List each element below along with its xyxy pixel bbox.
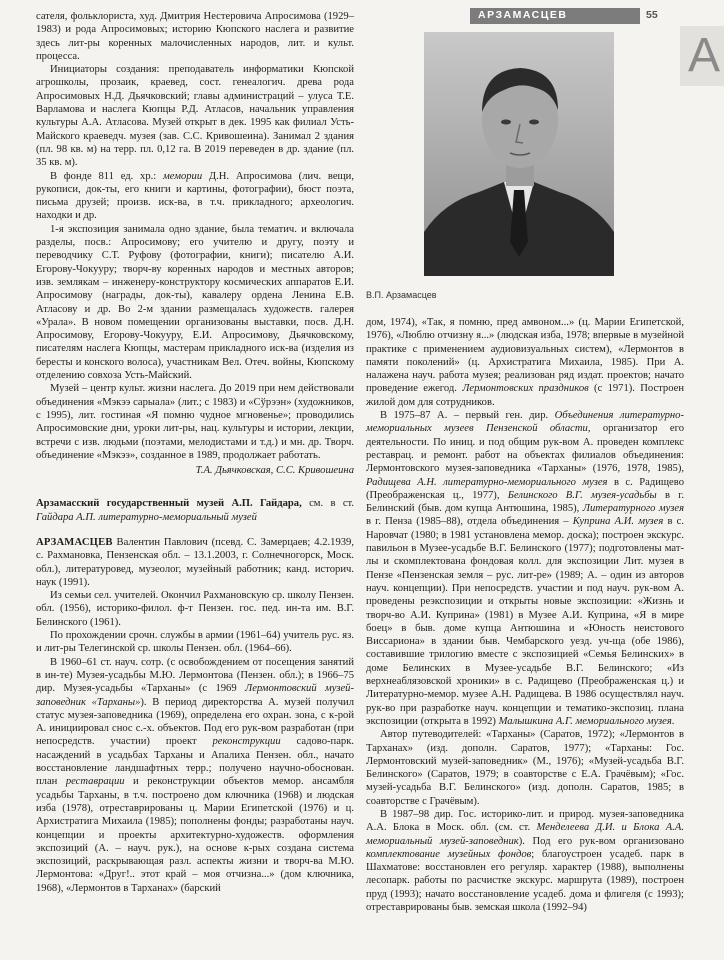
italic-term: мемории xyxy=(163,170,203,182)
paragraph: По прохождении срочн. службы в армии (1961–64) учитель рус. яз. и лит-ры Телегинской ср. школы Пензен. обл. (1964–66). xyxy=(36,630,354,655)
cross-reference-link[interactable]: Литературного музея xyxy=(582,503,684,515)
text: Валентин Павлович (псевд. С. Замерцаев; 4.2.1939, с. Рахмановка, Пензенская обл. – 13.1.2003, г. Солнечногорск, Моск. обл.), литературовед, музеолог, музейный работник; канд. историч. наук (1991). xyxy=(36,536,354,588)
text: В фонде 811 ед. хр.: xyxy=(50,170,163,182)
cross-reference-link[interactable]: Менделеева Д.И. и Блока А.А. мемориальный музей-заповедник xyxy=(366,822,684,847)
paragraph xyxy=(36,656,354,895)
section-letter-tab xyxy=(680,26,724,86)
paragraph: Музей – центр культ. жизни наслега. До 2019 при нем действовали объединения «Мэкээ сарыала» (лит.; с 1983) и «Сўрээн» (художников, с 1995), лит. гостиная «Я помню чудное мгновенье»; проводились Апросимовские дни, уроки лит-ры, нац. культуры и истории, лекции, встречи с изв. людьми (поэтами, мелодистами и т.д.) и мн. др. Творч. объединение «Мэкээ», созданное в 1989, продолжает работать. xyxy=(36,383,354,461)
spacer xyxy=(36,477,354,497)
italic-term: реконструкции xyxy=(212,736,281,748)
cross-reference-entry xyxy=(36,497,354,524)
paragraph: 1-я экспозиция занимала одно здание, была тематич. и включала разделы, посв.: Апросимову; его учителю и другу, поэту и переводчику С.Т. Руфову (фотографии, книги); писателю А.И. Егорову-Чокууру; творч-ву коренных народов и местных авторов; изв. землякам – инженеру-конструктору космических аппаратов Е.И. Апросимову (награды, док-ты), кавалеру ордена Ленина Е.В. Атласову и др. Во 2-м здании размещалась художеств. галерея «Уралa». В новом помещении организованы выставки, посв. Д.Н. Апросимову, Егорову-Чокууру, Е.И. Апросимову, Дьячковскому, писателям наслега Кюпцы, мастерам прикладного иск-ва (изделия из бересты и конского волоса), участникам Вел. Отеч. войны, Кюпскому отделению совхоза Усть-Майский. xyxy=(36,223,354,382)
text: . xyxy=(671,715,675,727)
spacer xyxy=(36,524,354,536)
paragraph: сателя, фольклориста, худ. Дмитрия Нестеровича Апросимова (1929–1983) и рода Апросимовых; историю Кюпского наслега и развитие здесь лит-ры коренных малочисленных народов, лит. и культ. процесса. xyxy=(36,11,354,62)
text: садово-парк. насаждений в усадьбах Тарханы и Апалиха Пензен. обл., начато восстановление ландшафтных терр.; получено научно-обоснован. план xyxy=(36,736,354,788)
cross-reference-link[interactable]: Белинского В.Г. музея-усадьбы xyxy=(507,489,657,501)
author-signature: Т.А. Дьячковская, С.С. Кривошеина xyxy=(195,465,354,477)
text: В 1960–61 ст. науч. сотр. (с освобождением от посещения занятий в ин-те) Музея-усадьбы М.Ю. Лермонтова (Пензен. обл.); в 1966–75 дир. Музея-усадьбы «Тарханы» (с 1969 xyxy=(36,656,354,695)
cross-reference-link[interactable]: Гайдара А.П. литературно-мемориальный музей xyxy=(36,511,257,523)
text: и реконструкции объектов мемор. ансамбля усадьбы Тарханы, в т.ч. построено дом ключника (1968) и людская изба (1978), отреставрированы ц. Марии Египетской (1976) и ц. Архистратига Михаила (1985); пополнены фонды; разработаны науч. концепции и проекты архитектурно-художеств. оформления экспозиций (А. – науч. рук.), на основе к-рых создана система экспозиций, раскрывающая разл. аспекты жизни и творч-ва М.Ю. Лермонтова: «Друг!.. этот край – моя отчизна...» (дом ключника, 1968), «Лермонтов в Тарханах» (барский xyxy=(36,776,354,894)
running-header xyxy=(470,8,690,24)
text: в с. Наровчат (1980; в 1981 установлена мемор. доска); построен экскурс. павильон в Музее-усадьбе В.Г. Белинского (1977); подготовлены мат-лы и скомплектована фондовая колл. для экспозиции Лит. музея в Пензе «Пензенская земля – рус. лит-ре» (1989; А. – один из авторов науч. концепции). При непосредств. участии и под науч. рук-вом А. проведены реэкспозиции и открыты новые экспозиции: «Жизнь и творч-во А.И. Куприна» (1981) в Музее А.И. Куприна, «Я в мире боец» в быв. доме купца Антюшина и «Юность неистового Виссариона» в здании быв. Чембарского уезд. уч-ща (обе 1986), составившие трилогию вместе с экспозицией «Семья Белинских» в доме Белинских в Музее-усадьбе В.Г. Белинского; «Из верхнеаблязовской хроники» в с. Радищево (Преображенская ц.) и Литературно-мемор. музее А.Н. Радищева. В 1986 осуществлял науч. рук-во при разработке науч. концепции и тематико-экспозиц. плана экспозиции (открыта в 1992) xyxy=(366,516,684,727)
paragraph: Инициаторы создания: преподаватель информатики Кюпской агрошколы, прозаик, краевед, сост. генеалогич. древа рода Апросимовых Н.Д. Дьячковский; главы администраций – улуса Т.Е. Варламова и наслега Кюпцы Р.Д. Атласов, начальник управления культуры А.А. Атласова. Музей открыт в дек. 1995 как филиал Усть-Майского краеведч. музея (зав. С.С. Кривошеина). Занимал 2 здания (пл. 98 кв. м) на терр. пл. 0,12 га. В 2019 переведен в др. здание (пл. 35 кв. м). xyxy=(36,64,354,169)
photo-caption: В.П. Арзамасцев xyxy=(366,290,437,300)
paragraph: Автор путеводителей: «Тарханы» (Саратов, 1972); «Лермонтов в Тарханах» (изд. дополн. Саратов, 1977); «Тарханы: Гос. Лермонтовский музей-заповедник» (М., 1976); «Музей-усадьба В.Г. Белинского» (Саратов, 1979; в соавторстве с Е.А. Грачёвым); «Гос. музей-усадьба В.Г. Белинского» (изд. дополн. Саратов, 1985; в соавторстве с Грачёвым). xyxy=(366,729,684,807)
section-letter: А xyxy=(688,29,721,82)
text: (с 1971). Построен жилой дом для сотрудников. xyxy=(366,383,684,408)
italic-term: Лермонтовский музей-заповедник «Тарханы» xyxy=(36,683,354,708)
cross-reference-link[interactable]: Куприна А.И. музея xyxy=(572,516,664,528)
text: дом, 1974), «Так, я помню, пред амвоном...» (ц. Марии Египетской, 1976), «Люблю отчизну я...» (людская изба, 1978; впервые в музейной практике с применением аудиовизуальных систем), «Лермонтов в памяти поколений» (ц. Архистратига Михаила, 1985). При А. налажена науч. работа музея; реализован ряд издат. проектов; начато проведение ежегод. xyxy=(366,317,684,395)
right-column xyxy=(366,316,684,914)
text: Д.Н. Апросимова (лич. вещи, рукописи, док-ты, его книги и картины, фотографии), бюст поэта, письма друзей; произв. иск-ва, в т.ч. прикладного; археологич. находки и др. xyxy=(36,170,354,222)
entry-heading: АРЗАМАСЦЕВ xyxy=(36,536,113,548)
text: ; благоустроен усадеб. парк в Шахматове: восстановлен его регуляр. характер (1988), выполнены лесопарк. работы по расчистке экскурс. маршрута (1989), построен пруд (1993); начато восстановление усадеб. дома и флигеля (с 1993); отреставрированы быв. земская школа (1992–94) xyxy=(366,848,684,914)
biography-entry-intro xyxy=(36,536,354,589)
text: в с. Радищево (Преображенская ц., 1977), xyxy=(366,476,684,501)
text: ). Под его рук-вом организовано xyxy=(518,835,684,847)
text: см. в ст. xyxy=(301,498,355,510)
entry-heading: Арзамасский государственный музей А.П. Гайдара, xyxy=(36,498,302,510)
page-number: 55 xyxy=(646,9,658,21)
running-title: АРЗАМАСЦЕВ xyxy=(478,9,568,21)
italic-term: реставрации xyxy=(65,776,125,788)
paragraph xyxy=(366,808,684,914)
italic-term: Лермонтовских праздников xyxy=(462,383,589,395)
paragraph: Из семьи сел. учителей. Окончил Рахмановскую ср. школу Пензен. обл. (1956), историко-филол. ф-т Пензен. гос. пед. ин-та им. В.Г. Белинского (1961). xyxy=(36,590,354,628)
portrait-illustration xyxy=(424,32,614,276)
paragraph xyxy=(366,409,684,728)
paragraph xyxy=(36,170,354,223)
paragraph xyxy=(366,316,684,409)
italic-term: комплектование музейных фондов xyxy=(366,848,532,860)
cross-reference-link[interactable]: Радищева А.Н. литературно-мемориального музея xyxy=(366,476,608,488)
left-column xyxy=(36,10,354,895)
cross-reference-link[interactable]: Малышкина А.Г. мемориального музея xyxy=(498,715,672,727)
text: ). В период директорства А. музей получил статус музея-заповедника (1969), определена его охран. зона, с к-рой А. инициировал снос с.-х. объектов. Под его рук-вом разработан (при непосредств. участии) проект xyxy=(36,696,354,748)
cross-reference-link[interactable]: Объединения литературно-мемориальных музеев Пензенской области xyxy=(366,410,685,435)
text: В 1987–98 дир. Гос. историко-лит. и природ. музея-заповедника А.А. Блока в Моск. обл. (см. ст. xyxy=(366,808,684,834)
text: , организатор его деятельности. По иниц. и под общим рук-вом А. проведен комплекс реставрац. и ремонт. работ на объектах филиалов объединения: Лермонтовского музея-заповедника «Тарханы» (1976, 1978, 1985), xyxy=(366,423,684,475)
text: в г. Белинский (быв. дом купца Антюшина, 1985), xyxy=(366,489,684,515)
portrait-photo xyxy=(424,32,614,276)
text: в г. Пенза (1985–88), отдела объединения – xyxy=(366,516,573,528)
text: В 1975–87 А. – первый ген. дир. xyxy=(380,410,555,422)
